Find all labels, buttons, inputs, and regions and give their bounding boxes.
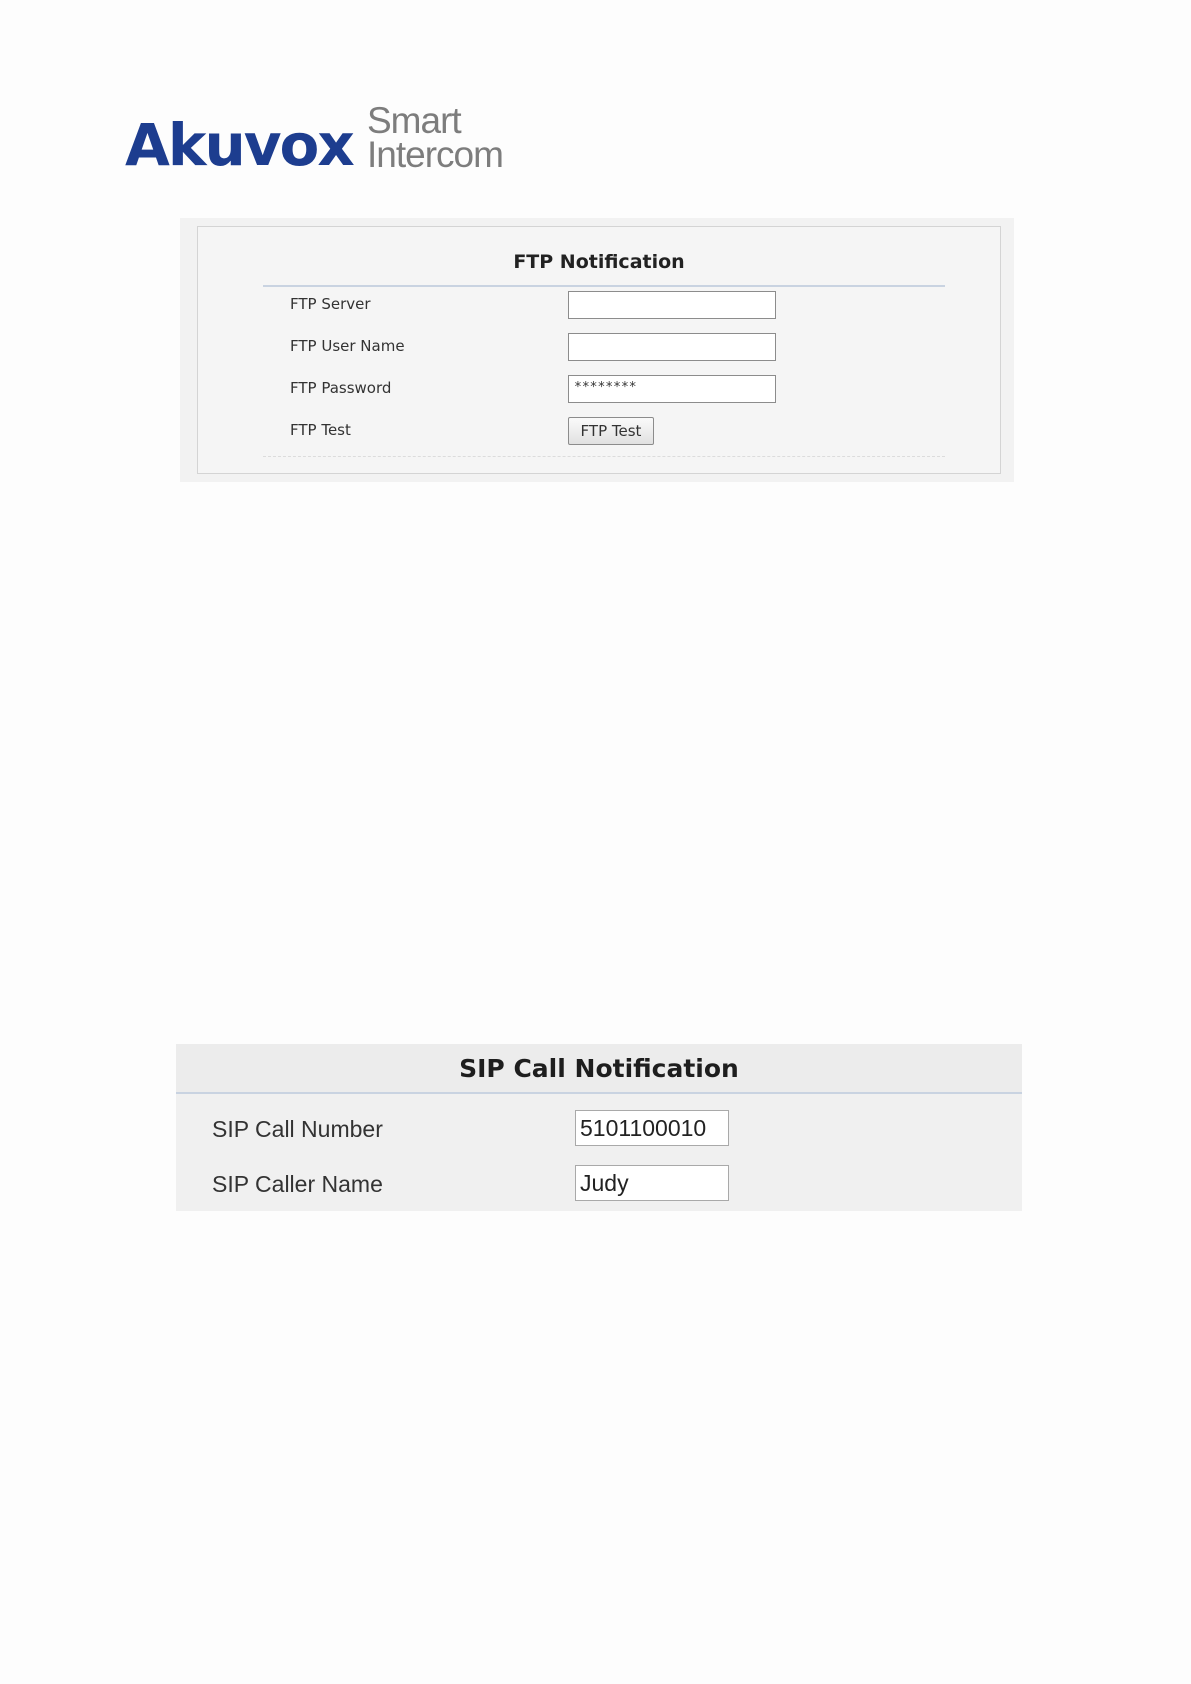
ftp-user-name-label: FTP User Name	[290, 337, 405, 355]
ftp-test-button[interactable]: FTP Test	[568, 417, 654, 445]
akuvox-logo	[125, 100, 525, 180]
ftp-password-label: FTP Password	[290, 379, 392, 397]
ftp-test-label: FTP Test	[290, 421, 351, 439]
ftp-notification-box	[197, 226, 1001, 474]
ftp-section-title: FTP Notification	[513, 251, 685, 273]
logo-tagline-line2: Intercom	[367, 134, 503, 175]
sip-caller-name-input[interactable]: Judy	[575, 1165, 729, 1201]
logo-tagline-line1: Smart	[367, 100, 461, 141]
sip-caller-name-label: SIP Caller Name	[212, 1171, 383, 1197]
ftp-server-label: FTP Server	[290, 295, 371, 313]
sip-section-title: SIP Call Notification	[459, 1054, 739, 1083]
ftp-title-divider	[263, 285, 945, 287]
logo-brand: Akuvox	[125, 111, 353, 179]
ftp-bottom-divider	[263, 456, 945, 457]
ftp-user-name-input[interactable]	[568, 333, 776, 361]
ftp-server-input[interactable]	[568, 291, 776, 319]
sip-call-number-label: SIP Call Number	[212, 1116, 383, 1142]
sip-call-notification-panel	[176, 1044, 1022, 1211]
sip-section-header	[176, 1044, 1022, 1094]
sip-call-number-input[interactable]: 5101100010	[575, 1110, 729, 1146]
ftp-password-input[interactable]: ********	[568, 375, 776, 403]
ftp-notification-panel	[180, 218, 1014, 482]
